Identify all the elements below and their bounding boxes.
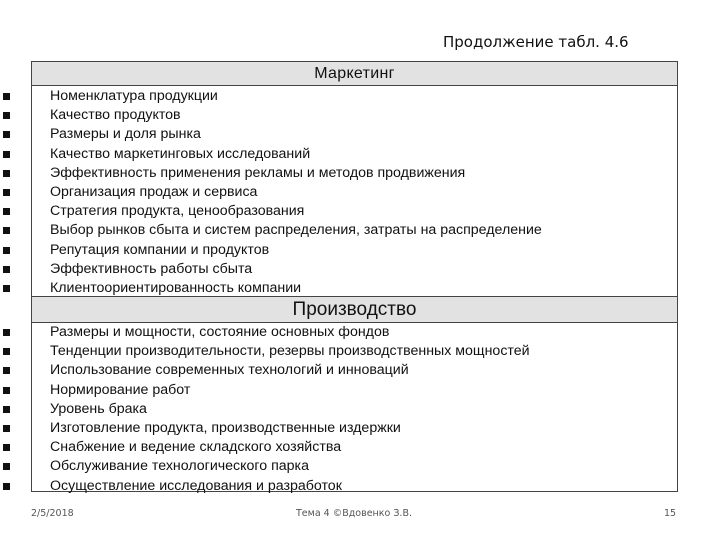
list-item-text: Стратегия продукта, ценообразования xyxy=(50,203,305,220)
swot-table xyxy=(31,61,678,492)
list-item-text: Изготовление продукта, производственные издержки xyxy=(50,419,401,436)
square-bullet-icon xyxy=(3,93,10,100)
list-item xyxy=(32,438,677,457)
square-bullet-icon xyxy=(3,387,10,394)
square-bullet-icon xyxy=(3,189,10,196)
square-bullet-icon xyxy=(3,463,10,470)
section-header-production: Производство xyxy=(32,296,677,323)
list-item-text: Размеры и мощности, состояние основных фондов xyxy=(50,324,390,340)
square-bullet-icon xyxy=(3,131,10,138)
square-bullet-icon xyxy=(3,406,10,413)
list-item-text: Репутация компании и продуктов xyxy=(50,241,270,258)
square-bullet-icon xyxy=(3,348,10,355)
square-bullet-icon xyxy=(3,170,10,177)
list-item xyxy=(32,145,677,164)
list-item xyxy=(32,221,677,240)
footer-date: 2/5/2018 xyxy=(31,508,74,519)
list-item xyxy=(32,202,677,221)
section-header-marketing: Маркетинг xyxy=(32,62,677,86)
list-item xyxy=(32,477,677,496)
square-bullet-icon xyxy=(3,227,10,234)
list-item xyxy=(32,419,677,438)
list-item-text: Организация продаж и сервиса xyxy=(50,183,258,200)
list-item xyxy=(32,381,677,400)
square-bullet-icon xyxy=(3,285,10,292)
list-item-text: Размеры и доля рынка xyxy=(50,126,201,143)
list-item xyxy=(32,87,677,106)
square-bullet-icon xyxy=(3,266,10,273)
square-bullet-icon xyxy=(3,444,10,451)
list-item-text: Выбор рынков сбыта и систем распределения, затраты на распределение xyxy=(50,222,542,239)
table-caption: Продолжение табл. 4.6 xyxy=(443,33,629,51)
footer-page-number: 15 xyxy=(664,508,677,519)
list-item xyxy=(32,457,677,476)
list-item-text: Качество маркетинговых исследований xyxy=(50,145,311,162)
list-item-text: Эффективность работы сбыта xyxy=(50,260,253,277)
list-item-text: Эффективность применения рекламы и методов продвижения xyxy=(50,164,466,181)
list-item xyxy=(32,164,677,183)
marketing-list xyxy=(32,87,677,298)
list-item xyxy=(32,342,677,361)
list-item-text: Качество продуктов xyxy=(50,107,181,124)
production-list xyxy=(32,323,677,496)
list-item-text: Снабжение и ведение складского хозяйства xyxy=(50,439,342,456)
list-item xyxy=(32,183,677,202)
list-item-text: Тенденции производительности, резервы производственных мощностей xyxy=(50,343,530,360)
list-item xyxy=(32,361,677,380)
list-item-text: Уровень брака xyxy=(50,400,147,417)
square-bullet-icon xyxy=(3,483,10,490)
square-bullet-icon xyxy=(3,112,10,119)
list-item xyxy=(32,400,677,419)
list-item xyxy=(32,260,677,279)
list-item xyxy=(32,241,677,260)
square-bullet-icon xyxy=(3,329,10,336)
list-item-text: Осуществление исследования и разработок xyxy=(50,477,342,494)
list-item-text: Нормирование работ xyxy=(50,381,191,398)
square-bullet-icon xyxy=(3,208,10,215)
footer-topic: Тема 4 ©Вдовенко З.В. xyxy=(296,508,412,519)
square-bullet-icon xyxy=(3,367,10,374)
list-item-text: Использование современных технологий и инноваций xyxy=(50,362,409,379)
square-bullet-icon xyxy=(3,247,10,254)
list-item-text: Номенклатура продукции xyxy=(50,88,218,104)
square-bullet-icon xyxy=(3,151,10,158)
square-bullet-icon xyxy=(3,425,10,432)
list-item xyxy=(32,125,677,144)
list-item-text: Клиентоориентированность компании xyxy=(50,279,302,296)
list-item-text: Обслуживание технологического парка xyxy=(50,458,309,475)
list-item xyxy=(32,106,677,125)
list-item xyxy=(32,323,677,342)
